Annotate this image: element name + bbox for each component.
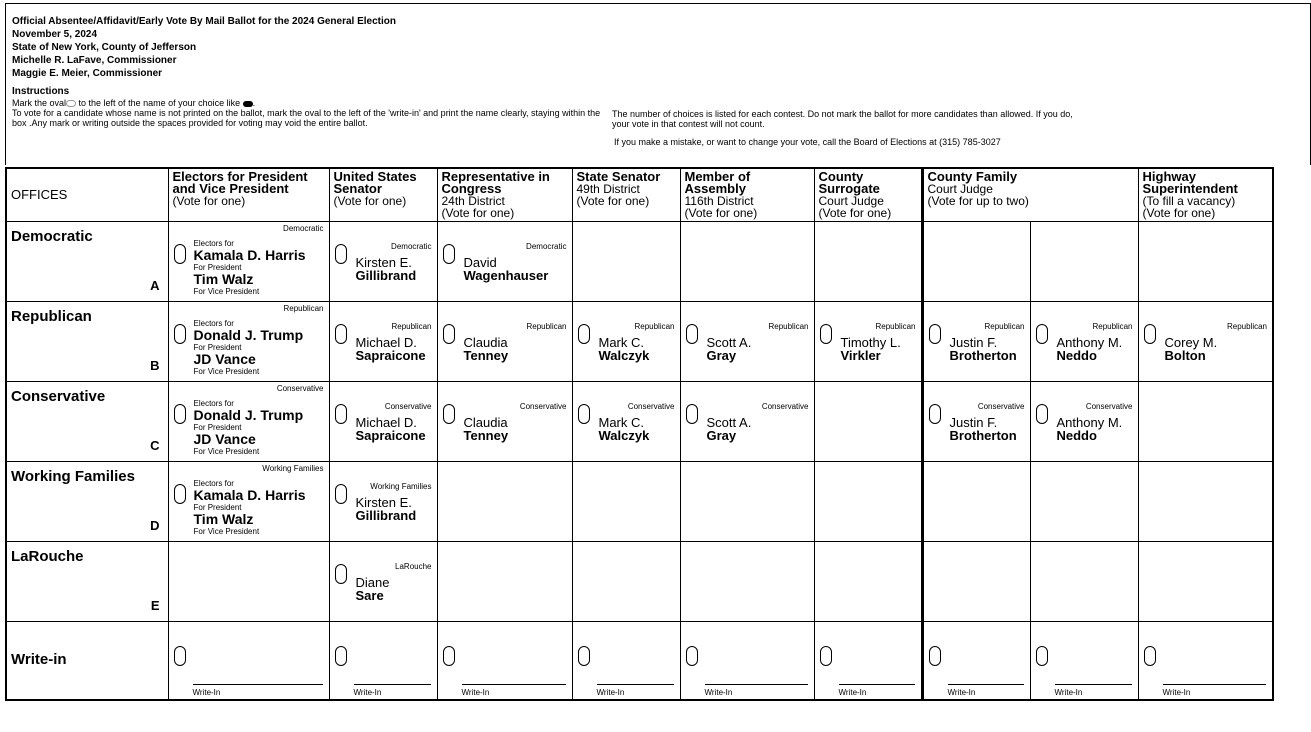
empty-cell <box>680 542 814 622</box>
oval-bubble[interactable] <box>578 324 590 344</box>
contest-us-senator: United States Senator (Vote for one) <box>329 168 437 222</box>
filled-oval-icon <box>243 101 253 107</box>
ballot-option[interactable]: Working Families Electors for Kamala D. Harris For President Tim Walz For Vice President <box>168 462 329 542</box>
oval-bubble[interactable] <box>174 646 186 666</box>
oval-bubble[interactable] <box>174 324 186 344</box>
ballot-option[interactable]: Working Families Kirsten E. Gillibrand <box>329 462 437 542</box>
ballot-option[interactable]: Republican Michael D. Sapraicone <box>329 302 437 382</box>
contest-state-senator: State Senator 49th District (Vote for one) <box>572 168 680 222</box>
oval-bubble[interactable] <box>1144 646 1156 666</box>
oval-bubble[interactable] <box>686 404 698 424</box>
oval-bubble[interactable] <box>686 646 698 666</box>
choices-notice: The number of choices is listed for each contest. Do not mark the ballot for more candidates than allowed. If you do, your vote in that contest will not count. <box>612 109 1073 129</box>
write-in-option[interactable]: Write-In <box>814 622 922 700</box>
empty-cell <box>814 382 922 462</box>
ballot-option[interactable]: Conservative Electors for Donald J. Trump For President JD Vance For Vice President <box>168 382 329 462</box>
oval-bubble[interactable] <box>1036 646 1048 666</box>
oval-bubble[interactable] <box>578 646 590 666</box>
election-date: November 5, 2024 <box>12 29 98 40</box>
instructions-title: Instructions <box>12 86 70 97</box>
instructions-text: Mark the oval to the left of the name of your choice like . To vote for a candidate whose name is not printed on the ballot, mark the oval to the left of the 'write-in' and print the name clearly, staying within the box .Any mark or writing outside the spaces provided for voting may void the entire ballot. <box>12 98 601 128</box>
write-in-option[interactable]: Write-In <box>168 622 329 700</box>
ballot-option[interactable]: Conservative Mark C. Walczyk <box>572 382 680 462</box>
ballot-option[interactable]: Republican Corey M. Bolton <box>1138 302 1273 382</box>
oval-bubble[interactable] <box>335 404 347 424</box>
empty-cell <box>680 462 814 542</box>
contest-assembly: Member of Assembly 116th District (Vote for one) <box>680 168 814 222</box>
ballot-option[interactable]: Republican Anthony M. Neddo <box>1030 302 1138 382</box>
oval-bubble[interactable] <box>820 324 832 344</box>
oval-bubble[interactable] <box>335 324 347 344</box>
oval-bubble[interactable] <box>929 646 941 666</box>
instr-mark-text-2: to the left of the name of your choice like <box>76 98 243 108</box>
oval-bubble[interactable] <box>578 404 590 424</box>
write-in-option[interactable]: Write-In <box>1030 622 1138 700</box>
party-row-republican <box>6 302 1273 382</box>
party-row-democratic <box>6 222 1273 302</box>
party-row-conservative <box>6 382 1273 462</box>
oval-bubble[interactable] <box>174 484 186 504</box>
oval-bubble[interactable] <box>443 244 455 264</box>
empty-cell <box>572 222 680 302</box>
party-label: LaRouche E <box>6 542 168 622</box>
ballot-option[interactable]: Republican Timothy L. Virkler <box>814 302 922 382</box>
empty-cell <box>572 542 680 622</box>
state-county: State of New York, County of Jefferson <box>12 42 197 53</box>
contest-highway: Highway Superintendent (To fill a vacancy) (Vote for one) <box>1138 168 1273 222</box>
write-in-option[interactable]: Write-In <box>922 622 1030 700</box>
ballot-option[interactable]: Republican Scott A. Gray <box>680 302 814 382</box>
mistake-notice: If you make a mistake, or want to change your vote, call the Board of Elections at (315) 785-3027 <box>614 137 1001 147</box>
party-row-write-in <box>6 622 1273 700</box>
oval-bubble[interactable] <box>1036 324 1048 344</box>
party-row-larouche <box>6 542 1273 622</box>
empty-cell <box>1030 542 1138 622</box>
ballot-option[interactable]: LaRouche Diane Sare <box>329 542 437 622</box>
empty-cell <box>1138 382 1273 462</box>
oval-bubble[interactable] <box>1036 404 1048 424</box>
oval-bubble[interactable] <box>820 646 832 666</box>
ballot-option[interactable]: Conservative Scott A. Gray <box>680 382 814 462</box>
contest-surrogate: County Surrogate Court Judge (Vote for one) <box>814 168 922 222</box>
party-row-working-families <box>6 462 1273 542</box>
oval-bubble[interactable] <box>443 324 455 344</box>
ballot-option[interactable]: Conservative Claudia Tenney <box>437 382 572 462</box>
ballot-option[interactable]: Republican Electors for Donald J. Trump For President JD Vance For Vice President <box>168 302 329 382</box>
oval-bubble[interactable] <box>335 244 347 264</box>
oval-bubble[interactable] <box>686 324 698 344</box>
empty-cell <box>437 462 572 542</box>
oval-bubble[interactable] <box>929 404 941 424</box>
oval-bubble[interactable] <box>443 646 455 666</box>
ballot-option[interactable]: Conservative Anthony M. Neddo <box>1030 382 1138 462</box>
empty-cell <box>437 542 572 622</box>
empty-cell <box>814 222 922 302</box>
oval-bubble[interactable] <box>174 244 186 264</box>
write-in-option[interactable]: Write-In <box>437 622 572 700</box>
ballot-option[interactable]: Democratic Kirsten E. Gillibrand <box>329 222 437 302</box>
oval-bubble[interactable] <box>335 646 347 666</box>
party-label: Conservative C <box>6 382 168 462</box>
party-label: Democratic A <box>6 222 168 302</box>
write-in-option[interactable]: Write-In <box>329 622 437 700</box>
ballot-option[interactable]: Republican Justin F. Brotherton <box>922 302 1030 382</box>
oval-bubble[interactable] <box>929 324 941 344</box>
write-in-row-label: Write-in <box>6 622 168 700</box>
empty-oval-icon <box>66 100 76 107</box>
contest-congress: Representative in Congress 24th District (Vote for one) <box>437 168 572 222</box>
offices-label: OFFICES <box>6 168 168 222</box>
commissioner-1: Michelle R. LaFave, Commissioner <box>12 55 177 66</box>
empty-cell <box>572 462 680 542</box>
empty-cell <box>1030 462 1138 542</box>
empty-cell <box>168 542 329 622</box>
empty-cell <box>1138 222 1273 302</box>
ballot-option[interactable]: Democratic Electors for Kamala D. Harris For President Tim Walz For Vice President <box>168 222 329 302</box>
header-row <box>6 168 1273 222</box>
empty-cell <box>680 222 814 302</box>
ballot-option[interactable]: Conservative Michael D. Sapraicone <box>329 382 437 462</box>
write-in-option[interactable]: Write-In <box>572 622 680 700</box>
ballot-grid <box>5 167 1274 701</box>
instr-writein-text: To vote for a candidate whose name is not printed on the ballot, mark the oval to the left of the 'write-in' and print the name clearly, staying within the box .Any mark or writing outside the spaces provided for voting may void the entire ballot. <box>12 108 601 128</box>
oval-bubble[interactable] <box>1144 324 1156 344</box>
oval-bubble[interactable] <box>335 564 347 584</box>
ballot-option[interactable]: Republican Claudia Tenney <box>437 302 572 382</box>
empty-cell <box>922 222 1030 302</box>
empty-cell <box>814 462 922 542</box>
empty-cell <box>922 462 1030 542</box>
write-in-option[interactable]: Write-In <box>1138 622 1273 700</box>
party-label: Republican B <box>6 302 168 382</box>
empty-cell <box>1030 222 1138 302</box>
empty-cell <box>1138 462 1273 542</box>
contest-president: Electors for President and Vice President (Vote for one) <box>168 168 329 222</box>
ballot-option[interactable]: Republican Mark C. Walczyk <box>572 302 680 382</box>
oval-bubble[interactable] <box>335 484 347 504</box>
contest-family-judge: County Family Court Judge (Vote for up to two) <box>922 168 1138 222</box>
instr-mark-text: Mark the oval <box>12 98 67 108</box>
empty-cell <box>814 542 922 622</box>
ballot-option[interactable]: Democratic David Wagenhauser <box>437 222 572 302</box>
oval-bubble[interactable] <box>174 404 186 424</box>
empty-cell <box>922 542 1030 622</box>
empty-cell <box>1138 542 1273 622</box>
commissioner-2: Maggie E. Meier, Commissioner <box>12 68 163 79</box>
oval-bubble[interactable] <box>443 404 455 424</box>
write-in-option[interactable]: Write-In <box>680 622 814 700</box>
ballot-option[interactable]: Conservative Justin F. Brotherton <box>922 382 1030 462</box>
ballot-header <box>12 15 396 80</box>
ballot-title: Official Absentee/Affidavit/Early Vote By Mail Ballot for the 2024 General Election <box>12 16 396 27</box>
party-label: Working Families D <box>6 462 168 542</box>
